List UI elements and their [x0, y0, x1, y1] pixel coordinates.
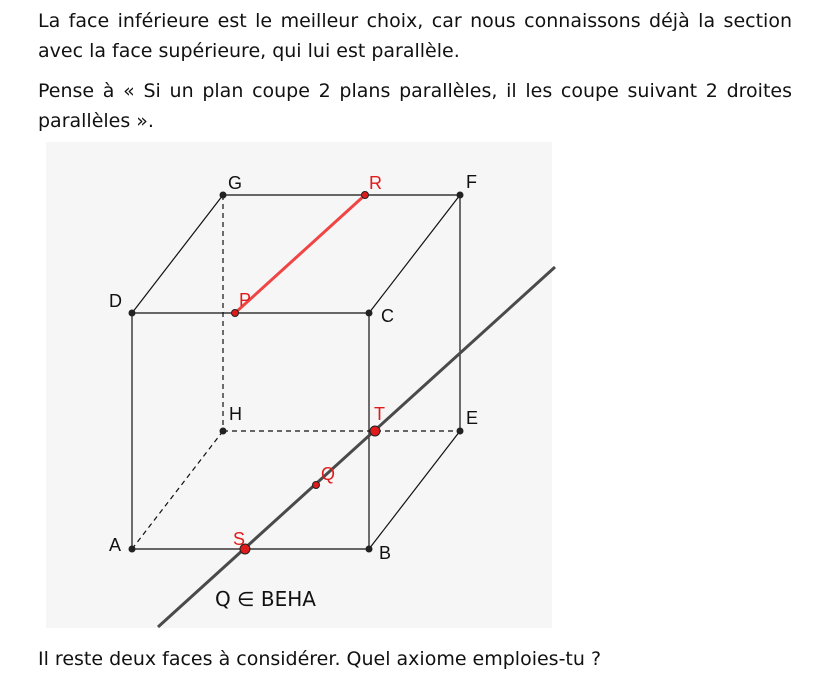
label-D: D: [109, 291, 122, 311]
label-A: A: [109, 535, 122, 555]
label-S: S: [233, 529, 246, 549]
label-E: E: [466, 408, 479, 428]
figure-background: [46, 142, 552, 628]
point-R: [362, 192, 369, 199]
point-B: [366, 546, 373, 553]
label-R: R: [369, 173, 382, 193]
label-C: C: [381, 306, 394, 326]
label-H: H: [229, 404, 242, 424]
point-C: [366, 310, 373, 317]
point-G: [220, 192, 227, 199]
label-B: B: [379, 543, 392, 563]
point-E: [457, 428, 464, 435]
label-T: T: [374, 404, 385, 424]
point-D: [129, 310, 136, 317]
label-F: F: [466, 172, 477, 192]
point-P: [232, 310, 239, 317]
point-Q: [313, 482, 320, 489]
label-P: P: [239, 290, 252, 310]
point-A: [129, 546, 136, 553]
membership-caption: Q ∈ BEHA: [215, 587, 316, 611]
hint-paragraph: Pense à « Si un plan coupe 2 plans parallèles, il les coupe suivant 2 droites parallèles ».: [38, 80, 792, 132]
label-Q: Q: [321, 464, 336, 484]
point-T: [370, 426, 380, 436]
question-paragraph: Il reste deux faces à considérer. Quel axiome emploies-tu ?: [38, 648, 602, 670]
label-G: G: [228, 173, 243, 193]
point-F: [457, 192, 464, 199]
intro-paragraph: La face inférieure est le meilleur choix, car nous connaissons déjà la section avec la face supérieure, qui lui est parallèle.: [38, 10, 792, 62]
point-H: [220, 428, 227, 435]
